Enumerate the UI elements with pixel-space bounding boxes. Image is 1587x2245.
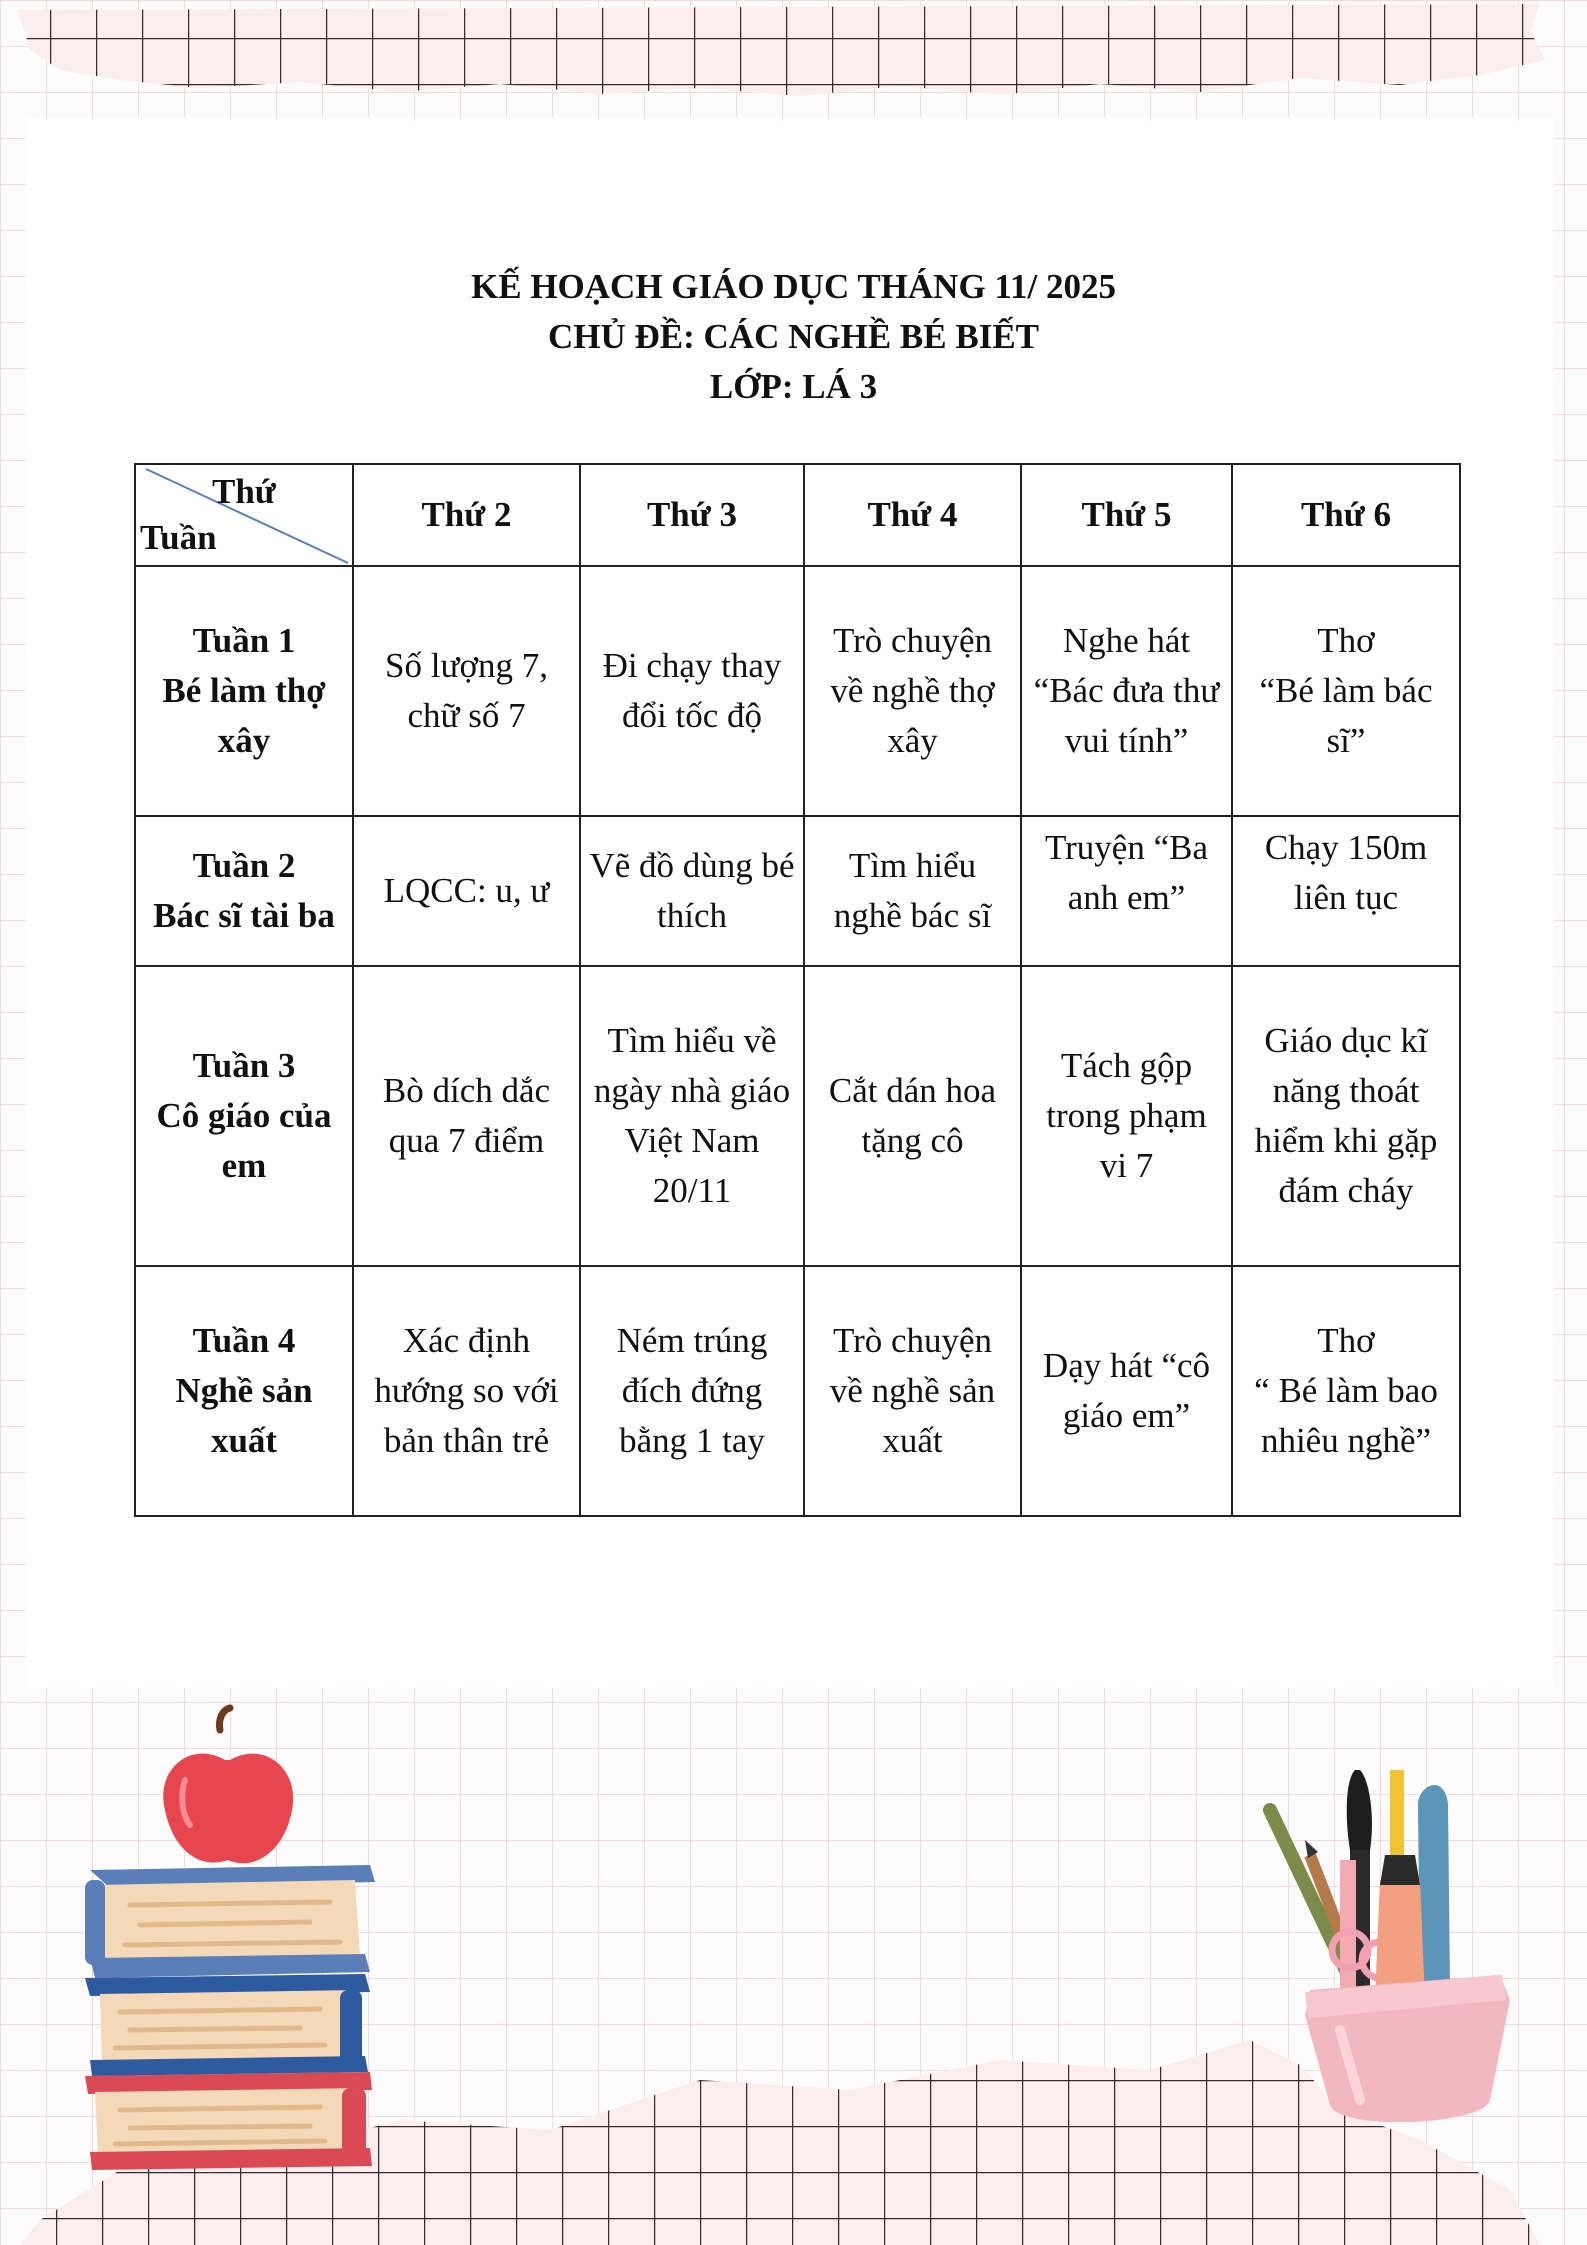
day-header-thu-5: Thứ 5 <box>1021 464 1232 566</box>
activity-line: Truyện “Ba <box>1044 828 1208 867</box>
activity-cell <box>1232 566 1460 816</box>
day-header-thu-4: Thứ 4 <box>804 464 1021 566</box>
activity-cell <box>353 1266 580 1516</box>
activity-cell <box>1021 816 1232 966</box>
week-line: Tuần 2 <box>192 846 296 885</box>
activity-line: năng thoát <box>1272 1071 1420 1110</box>
week-cell-1 <box>135 566 353 816</box>
activity-line: sĩ” <box>1326 721 1366 760</box>
activity-line: Bò dích dắc <box>382 1071 551 1110</box>
corner-week-label: Tuần <box>140 518 217 557</box>
activity-line: Nghe hát <box>1062 621 1191 660</box>
activity-line: Việt Nam <box>624 1121 760 1160</box>
title-line-class: LỚP: LÁ 3 <box>709 367 878 406</box>
activity-line: xây <box>887 721 938 760</box>
apple-icon <box>163 1708 293 1863</box>
week-line: em <box>221 1146 267 1185</box>
torn-grid-strip-top <box>0 0 1587 130</box>
activity-cell <box>353 816 580 966</box>
activity-line: hiểm khi gặp <box>1254 1121 1438 1160</box>
activity-line: Trò chuyện <box>832 621 993 660</box>
activity-line: Thơ <box>1317 621 1375 660</box>
title-line-theme: CHỦ ĐỀ: CÁC NGHỀ BÉ BIẾT <box>547 317 1040 356</box>
activity-line: liên tục <box>1294 878 1398 917</box>
activity-line: Số lượng 7, <box>385 646 548 685</box>
table-row-week-2 <box>135 816 1460 966</box>
table-row-week-1 <box>135 566 1460 816</box>
activity-cell <box>353 966 580 1266</box>
activity-line: trong phạm <box>1046 1096 1207 1135</box>
activity-cell <box>580 816 804 966</box>
week-line: Bác sĩ tài ba <box>153 896 335 935</box>
activity-cell <box>804 1266 1021 1516</box>
activity-line: bằng 1 tay <box>619 1421 765 1460</box>
week-line: Tuần 3 <box>192 1046 296 1085</box>
activity-cell <box>1232 1266 1460 1516</box>
week-line: Nghề sản <box>175 1371 313 1410</box>
activity-line: đổi tốc độ <box>622 696 762 735</box>
activity-line: Vẽ đồ dùng bé <box>589 846 795 885</box>
activity-line: giáo em” <box>1062 1396 1191 1435</box>
week-cell-2 <box>135 816 353 966</box>
activity-cell <box>1021 1266 1232 1516</box>
pencil-cup-icon <box>1250 1760 1530 2140</box>
activity-cell <box>353 566 580 816</box>
activity-line: Xác định <box>402 1321 531 1360</box>
activity-line: anh em” <box>1067 878 1186 917</box>
week-line: Bé làm thợ <box>162 671 326 710</box>
activity-line: đích đứng <box>621 1371 763 1410</box>
activity-line: xuất <box>882 1421 943 1460</box>
document-title <box>0 262 1587 412</box>
week-line: xây <box>217 721 271 760</box>
activity-cell <box>1021 566 1232 816</box>
activity-cell <box>804 566 1021 816</box>
week-line: Tuần 1 <box>192 621 296 660</box>
activity-line: qua 7 điểm <box>388 1121 545 1160</box>
activity-line: Giáo dục kĩ <box>1264 1021 1428 1060</box>
activity-line: Ném trúng <box>616 1321 768 1360</box>
activity-cell <box>804 966 1021 1266</box>
activity-line: “Bé làm bác <box>1259 671 1433 710</box>
activity-line: Tách gộp <box>1060 1046 1193 1085</box>
activity-line: tặng cô <box>861 1121 964 1160</box>
activity-cell <box>1021 966 1232 1266</box>
activity-line: chữ số 7 <box>407 696 526 735</box>
activity-line: về nghề sản <box>829 1371 996 1410</box>
week-cell-4 <box>135 1266 353 1516</box>
activity-line: ngày nhà giáo <box>593 1071 791 1110</box>
activity-line: Tìm hiểu về <box>607 1021 777 1060</box>
activity-cell <box>580 1266 804 1516</box>
table-header-row <box>135 464 1460 566</box>
table-row-week-3 <box>135 966 1460 1266</box>
activity-line: “ Bé làm bao <box>1254 1371 1438 1410</box>
day-header-thu-3: Thứ 3 <box>580 464 804 566</box>
activity-line: Thơ <box>1317 1321 1375 1360</box>
book-stack-icon <box>70 1700 390 2180</box>
activity-line: “Bác đưa thư <box>1033 671 1220 710</box>
activity-line: về nghề thợ <box>830 671 995 710</box>
activity-cell <box>580 566 804 816</box>
activity-line <box>1235 923 1457 959</box>
week-cell-3 <box>135 966 353 1266</box>
activity-cell <box>804 816 1021 966</box>
education-plan-table <box>134 463 1461 1517</box>
corner-day-label: Thứ <box>212 472 276 511</box>
day-header-thu-2: Thứ 2 <box>353 464 580 566</box>
corner-header-cell <box>135 464 353 566</box>
activity-line: Cắt dán hoa <box>828 1071 997 1110</box>
title-line-plan: KẾ HOẠCH GIÁO DỤC THÁNG 11/ 2025 <box>471 267 1116 306</box>
activity-cell <box>1232 966 1460 1266</box>
activity-line: nhiêu nghề” <box>1260 1421 1432 1460</box>
activity-line: nghề bác sĩ <box>833 896 992 935</box>
activity-line <box>1024 923 1229 959</box>
activity-line: Đi chạy thay <box>602 646 782 685</box>
week-line: xuất <box>210 1421 278 1460</box>
table-row-week-4 <box>135 1266 1460 1516</box>
activity-line: Chạy 150m <box>1264 828 1428 867</box>
activity-line: vi 7 <box>1099 1146 1154 1185</box>
day-header-thu-6: Thứ 6 <box>1232 464 1460 566</box>
activity-line: thích <box>657 896 727 935</box>
activity-line: bản thân trẻ <box>383 1421 550 1460</box>
activity-line: Tìm hiểu <box>848 846 977 885</box>
activity-line: LQCC: u, ư <box>383 871 550 910</box>
activity-line: hướng so với <box>374 1371 559 1410</box>
week-line: Tuần 4 <box>192 1321 296 1360</box>
activity-cell <box>580 966 804 1266</box>
activity-line: Trò chuyện <box>832 1321 993 1360</box>
activity-cell <box>1232 816 1460 966</box>
activity-line: đám cháy <box>1278 1171 1414 1210</box>
week-line: Cô giáo của <box>156 1096 332 1135</box>
activity-line: 20/11 <box>652 1171 732 1210</box>
activity-line: vui tính” <box>1064 721 1189 760</box>
activity-line: Dạy hát “cô <box>1042 1346 1211 1385</box>
